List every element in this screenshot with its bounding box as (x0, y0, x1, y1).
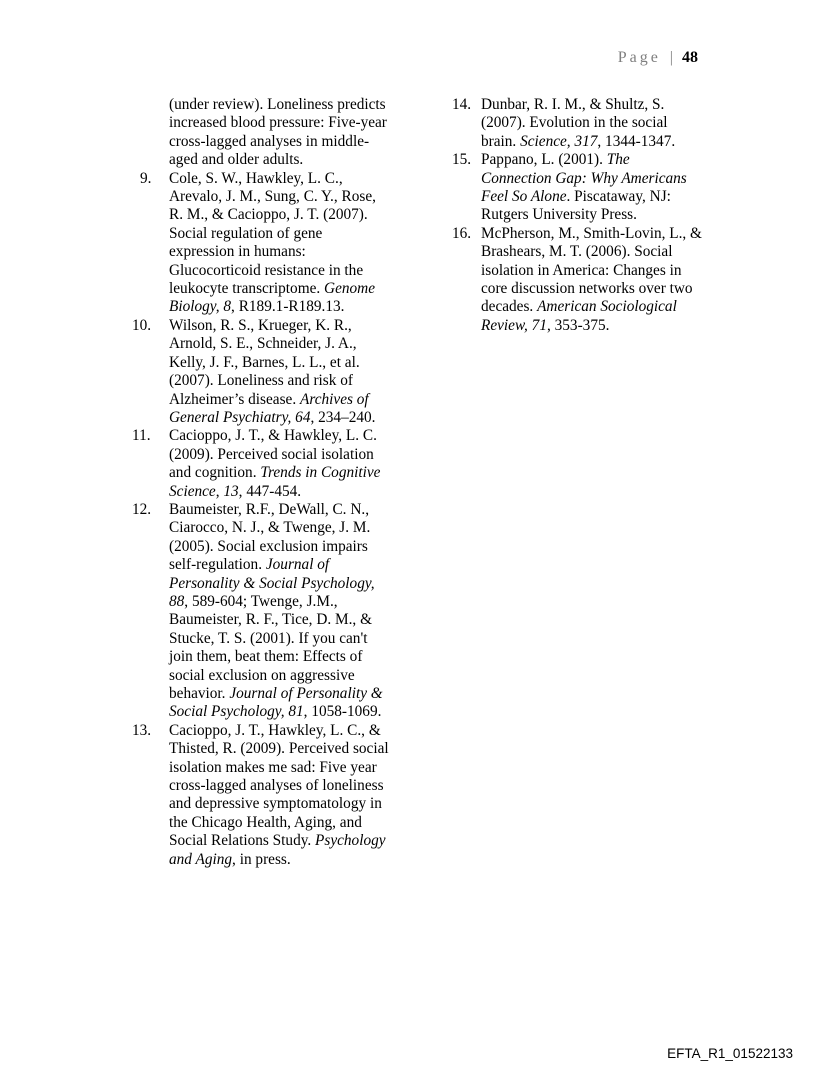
page-header (618, 49, 698, 67)
text-run: , 353-375. (546, 316, 610, 334)
reference-text (481, 96, 675, 150)
reference-text (481, 225, 702, 334)
reference-10 (132, 316, 390, 427)
document-id: EFTA_R1_01522133 (667, 1046, 793, 1061)
text-run: , 1344-1347. (597, 132, 676, 150)
reference-text (169, 722, 389, 868)
reference-text (169, 317, 375, 426)
reference-text (481, 151, 687, 223)
page-number: 48 (682, 49, 698, 66)
right-reference-column (452, 96, 702, 335)
continuation-text (169, 96, 387, 168)
text-run: , R189.1-R189.13. (231, 298, 345, 316)
text-run: , 1058-1069. (303, 703, 382, 721)
text-run: , 589-604; Twenge, J.M., Baumeister, R. F., Tice, D. M., & Stucke, T. S. (2001). If you can't join them, beat them: Effects of social exclusion on aggressive behavior. (169, 592, 372, 702)
text-run: , 234–240. (310, 408, 376, 426)
text-run: (under review). Loneliness predicts increased blood pressure: Five-year cross-lagged analyses in middle-aged and older adults. (169, 96, 387, 169)
reference-number: 11. (132, 427, 151, 445)
text-run: Wilson, R. S., Krueger, K. R., Arnold, S. E., Schneider, J. A., Kelly, J. F., Barnes, L. L., et al. (2007). Loneliness and risk of Alzheimer’s disease. (169, 316, 360, 408)
text-run: , (215, 482, 224, 500)
page-separator: | (669, 49, 673, 66)
reference-11 (132, 427, 390, 501)
italic-text-run: Archives of General Psychiatry, 64 (169, 390, 369, 426)
reference-number: 12. (132, 500, 152, 518)
reference-number: 15. (452, 151, 472, 169)
italic-text-run: Journal of Personality & Social Psychology, 81 (169, 685, 383, 721)
reference-number: 14. (452, 96, 472, 113)
page-label: Page (617, 49, 661, 66)
reference-number: 16. (452, 224, 472, 242)
reference-text (169, 501, 383, 720)
italic-text-run: 13 (223, 482, 239, 500)
reference-13 (132, 721, 390, 869)
reference-15 (452, 151, 702, 225)
left-reference-column (132, 96, 390, 869)
italic-text-run: Journal of Personality & Social Psychology, 88 (169, 556, 375, 610)
text-run: , in press. (232, 850, 291, 868)
italic-text-run: American Sociological Review, 71 (481, 298, 677, 334)
reference-text (169, 427, 380, 499)
reference-number: 10. (132, 316, 152, 334)
reference-number: 9. (140, 169, 152, 187)
reference-continuation (140, 96, 390, 170)
italic-text-run: Psychology and Aging (169, 832, 386, 868)
italic-text-run: Genome Biology, 8 (169, 280, 376, 316)
text-run: . Piscataway, NJ: Rutgers University Press. (481, 188, 671, 224)
italic-text-run: Science, 317 (520, 132, 598, 150)
text-run: Pappano, L. (2001). (481, 151, 607, 169)
text-run: , 447-454. (238, 482, 302, 500)
text-run: Baumeister, R.F., DeWall, C. N., Ciarocco, N. J., & Twenge, J. M. (2005). Social exclusion impairs self-regulation. (169, 500, 371, 574)
text-run: Dunbar, R. I. M., & Shultz, S. (2007). Evolution in the social brain. (481, 96, 668, 150)
reference-16 (452, 225, 702, 335)
text-run: Cacioppo, J. T., Hawkley, L. C., & Thisted, R. (2009). Perceived social isolation makes me sad: Five year cross-lagged analyses of loneliness and depressive symptomatology in the Chicago Health, Aging, and Social Relations Study. (169, 721, 389, 850)
italic-text-run: Trends in Cognitive Science (169, 464, 381, 500)
text-run: Cacioppo, J. T., & Hawkley, L. C. (2009). Perceived social isolation and cognition. (169, 427, 377, 482)
reference-12 (132, 500, 390, 722)
reference-number: 13. (132, 721, 152, 739)
reference-text (169, 170, 376, 316)
reference-9 (140, 170, 390, 317)
reference-14 (452, 96, 702, 151)
italic-text-run: The Connection Gap: Why Americans Feel So Alone (481, 151, 687, 206)
text-run: Cole, S. W., Hawkley, L. C., Arevalo, J. M., Sung, C. Y., Rose, R. M., & Cacioppo, J. T. (2007). Social regulation of gene expression in humans: Glucocorticoid resistance in the leukocyte transcriptome. (169, 169, 376, 298)
text-run: McPherson, M., Smith-Lovin, L., & Brashears, M. T. (2006). Social isolation in America: Changes in core discussion networks over two decades. (481, 224, 702, 316)
